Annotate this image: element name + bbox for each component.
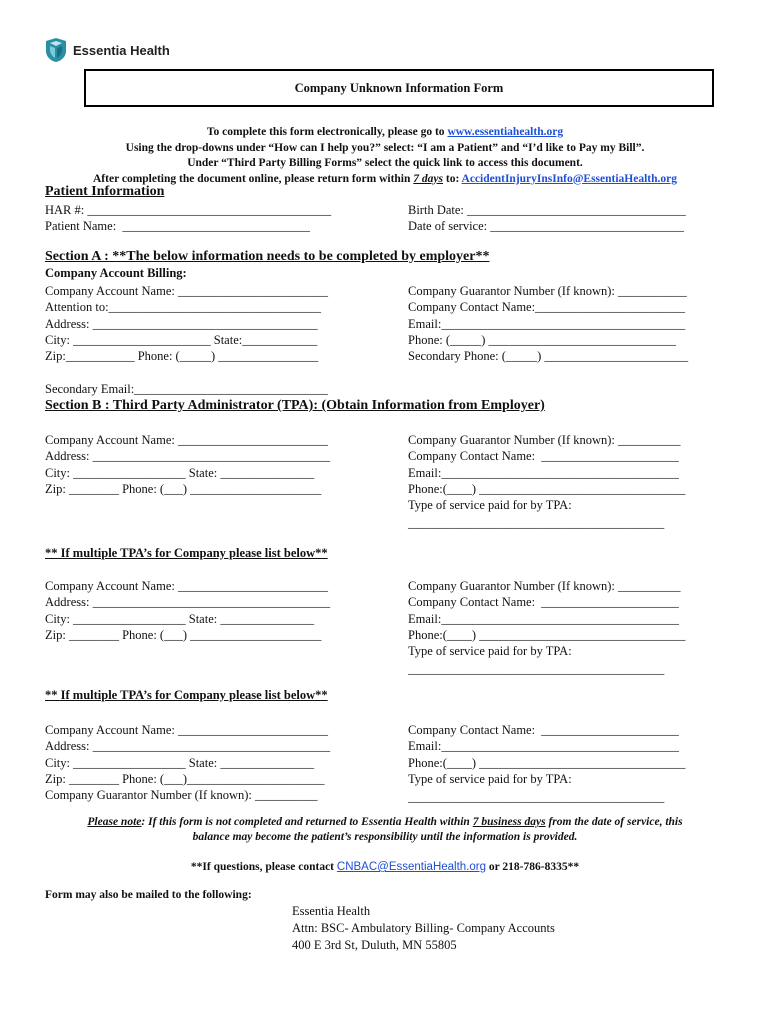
b-email-field[interactable]: Email:______________________________________ xyxy=(408,465,679,480)
m1-zip-phone-field[interactable]: Zip: ________ Phone: (___) _____________________ xyxy=(45,627,322,642)
multi2-left-fields xyxy=(45,722,330,803)
m1-guarantor-number-field[interactable]: Company Guarantor Number (If known): __________ xyxy=(408,579,681,593)
note-line-2: balance may become the patient’s responsibility until the information is provided. xyxy=(192,831,578,843)
a-address-field[interactable]: Address: ____________________________________ xyxy=(45,316,318,331)
website-link[interactable]: www.essentiahealth.org xyxy=(447,126,564,138)
m2-service-type-field[interactable]: _________________________________________ xyxy=(408,790,665,805)
m1-service-type-label: Type of service paid for by TPA: xyxy=(408,644,572,659)
note-text-2: from the date of service, this xyxy=(545,816,683,828)
section-b-right-fields xyxy=(408,432,685,532)
company-account-billing-label: Company Account Billing: xyxy=(45,266,187,280)
a-phone-field[interactable]: Phone: (_____) ______________________________ xyxy=(408,332,677,347)
a-company-account-name-field[interactable]: Company Account Name: ________________________ xyxy=(45,284,328,298)
multi2-right-fields xyxy=(408,722,685,805)
b-guarantor-number-field[interactable]: Company Guarantor Number (If known): __________ xyxy=(408,433,681,447)
m2-email-field[interactable]: Email:______________________________________ xyxy=(408,739,679,754)
a-secondary-email-field[interactable]: Secondary Email:_______________________________ xyxy=(45,382,328,396)
mailed-label: Form may also be mailed to the following: xyxy=(45,889,252,901)
m2-company-account-name-field[interactable]: Company Account Name: ________________________ xyxy=(45,723,328,737)
m1-city-state-field[interactable]: City: __________________ State: _______________ xyxy=(45,611,315,626)
a-email-field[interactable]: Email:_______________________________________ xyxy=(408,316,686,331)
section-b-left-fields xyxy=(45,432,330,497)
section-a-right-fields xyxy=(408,283,688,364)
a-zip-phone-field[interactable]: Zip:___________ Phone: (_____) ________________ xyxy=(45,349,319,364)
b-service-type-field[interactable]: _________________________________________ xyxy=(408,516,665,531)
m1-service-type-field[interactable]: _________________________________________ xyxy=(408,662,665,677)
address-line-3: 400 E 3rd St, Duluth, MN 55805 xyxy=(292,938,457,952)
m1-email-field[interactable]: Email:______________________________________ xyxy=(408,611,679,626)
har-field[interactable]: HAR #: _______________________________________ xyxy=(45,203,332,217)
patient-left-fields xyxy=(45,202,331,235)
a-city-state-field[interactable]: City: ______________________ State:____________ xyxy=(45,332,318,347)
multi1-left-fields xyxy=(45,578,330,643)
b-zip-phone-field[interactable]: Zip: ________ Phone: (___) _____________________ xyxy=(45,481,322,496)
m2-city-state-field[interactable]: City: __________________ State: _______________ xyxy=(45,755,315,770)
m2-zip-phone-field[interactable]: Zip: ________ Phone: (___)______________________ xyxy=(45,771,325,786)
note-text-1: : If this form is not completed and returned to Essentia Health within xyxy=(141,816,473,828)
multi-tpa-heading-1: ** If multiple TPA’s for Company please list below** xyxy=(45,546,328,560)
a-secondary-phone-field[interactable]: Secondary Phone: (_____) _______________________ xyxy=(408,349,689,364)
intro-line2: Using the drop-downs under “How can I help you?” select: “I am a Patient” and “I’d like to Pay my Bill”. xyxy=(125,141,645,154)
birth-date-field[interactable]: Birth Date: ___________________________________ xyxy=(408,203,686,217)
multi1-right-fields xyxy=(408,578,685,678)
note-days: 7 business days xyxy=(472,816,546,828)
brand-logo xyxy=(44,36,170,64)
m1-contact-name-field[interactable]: Company Contact Name: ______________________ xyxy=(408,595,679,610)
b-city-state-field[interactable]: City: __________________ State: _______________ xyxy=(45,465,315,480)
m2-service-type-label: Type of service paid for by TPA: xyxy=(408,771,572,786)
section-b-heading: Section B : Third Party Administrator (TPA): (Obtain Information from Employer) xyxy=(45,398,545,413)
intro-line1: To complete this form electronically, please go to xyxy=(206,126,448,138)
m2-guarantor-number-field[interactable]: Company Guarantor Number (If known): __________ xyxy=(45,788,318,803)
multi-tpa-heading-2: ** If multiple TPA’s for Company please list below** xyxy=(45,688,328,702)
date-of-service-field[interactable]: Date of service: _______________________________ xyxy=(408,219,685,234)
intro-line4: After completing the document online, please return form within xyxy=(93,172,414,185)
please-note xyxy=(0,815,770,845)
contact-suffix: or 218-786-8335** xyxy=(486,861,580,873)
address-line-2: Attn: BSC- Ambulatory Billing- Company Accounts xyxy=(292,921,555,935)
return-email-link[interactable]: AccidentInjuryInsInfo@EssentiaHealth.org xyxy=(461,172,677,185)
contact-prefix: **If questions, please contact xyxy=(190,861,337,873)
form-title: Company Unknown Information Form xyxy=(84,69,714,107)
mailing-address xyxy=(292,903,555,954)
section-a-left-fields xyxy=(45,283,328,364)
m2-contact-name-field[interactable]: Company Contact Name: ______________________ xyxy=(408,723,679,737)
b-phone-field[interactable]: Phone:(____) _________________________________ xyxy=(408,481,686,496)
a-contact-name-field[interactable]: Company Contact Name:________________________ xyxy=(408,300,686,315)
intro-instructions xyxy=(0,125,770,187)
m2-address-field[interactable]: Address: ______________________________________ xyxy=(45,739,331,754)
a-guarantor-number-field[interactable]: Company Guarantor Number (If known): ___________ xyxy=(408,284,687,298)
b-address-field[interactable]: Address: ______________________________________ xyxy=(45,449,331,464)
m2-phone-field[interactable]: Phone:(____) _________________________________ xyxy=(408,755,686,770)
intro-line4-mid: to: xyxy=(442,172,462,185)
section-a-heading: Section A : **The below information needs to be completed by employer** xyxy=(45,249,490,264)
address-line-1: Essentia Health xyxy=(292,904,371,918)
brand-name: Essentia Health xyxy=(73,42,170,58)
m1-address-field[interactable]: Address: ______________________________________ xyxy=(45,595,331,610)
patient-info-heading: Patient Information xyxy=(45,184,165,199)
patient-name-field[interactable]: Patient Name: ______________________________ xyxy=(45,219,310,234)
m1-company-account-name-field[interactable]: Company Account Name: ________________________ xyxy=(45,579,328,593)
b-company-account-name-field[interactable]: Company Account Name: ________________________ xyxy=(45,433,328,447)
a-attention-to-field[interactable]: Attention to:__________________________________ xyxy=(45,300,322,315)
note-label: Please note xyxy=(87,816,142,828)
b-contact-name-field[interactable]: Company Contact Name: ______________________ xyxy=(408,449,679,464)
b-service-type-label: Type of service paid for by TPA: xyxy=(408,498,572,513)
return-days: 7 days xyxy=(413,172,443,185)
contact-line xyxy=(0,861,770,873)
intro-line3: Under “Third Party Billing Forms” select the quick link to access this document. xyxy=(187,157,583,169)
essentia-leaf-icon xyxy=(44,37,68,63)
patient-right-fields xyxy=(408,202,686,235)
contact-email-link[interactable]: CNBAC@EssentiaHealth.org xyxy=(336,861,487,873)
m1-phone-field[interactable]: Phone:(____) _________________________________ xyxy=(408,627,686,642)
